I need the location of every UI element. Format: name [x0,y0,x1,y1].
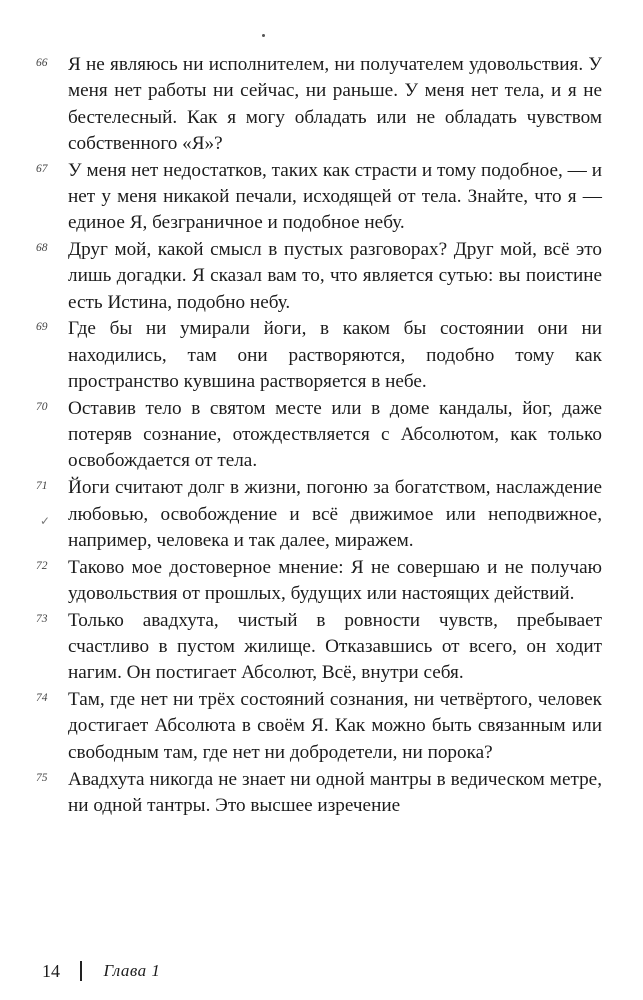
verse-number: 71 [36,480,48,493]
margin-pencil-mark: ✓ [40,514,51,528]
verse-67 [36,158,602,237]
verse-number: 69 [36,321,48,334]
verse-68 [36,237,602,316]
verse-text: Йоги считают долг в жизни, погоню за богатством, наслаждение любовью, освобождение и всё движимое или неподвижное, например, человека и так далее, миражем. [68,477,602,551]
verse-number: 70 [36,400,48,413]
verse-number: 73 [36,612,48,625]
verse-number: 74 [36,692,48,705]
verse-number: 72 [36,559,48,572]
verse-74 [36,687,602,766]
verse-text: Только авадхута, чистый в ровности чувств, пребывает счастливо в пустом жилище. Отказавшись от всего, он ходит нагим. Он постигает Абсолют, Всё, внутри себя. [68,609,602,684]
page-footer [42,958,160,984]
verse-text: Оставив тело в святом месте или в доме кандалы, йог, даже потеряв сознание, отождествляется с Абсолютом, как только освобождается от тела. [68,397,602,472]
verse-66 [36,52,602,157]
verse-75 [36,767,602,820]
verse-list [36,52,602,820]
verse-72 [36,555,602,608]
footer-divider [80,961,82,981]
verse-text: Авадхута никогда не знает ни одной мантры в ведическом метре, ни одной тантры. Это высшее изречение [68,768,602,816]
page-number: 14 [42,960,60,981]
verse-text: Там, где нет ни трёх состояний сознания, ни четвёртого, человек достигает Абсолюта в своём Я. Как можно быть связанным или свободным там, где нет ни добродетели, ни порока? [68,689,602,763]
verse-number: 68 [36,242,48,255]
verse-number: 66 [36,57,48,69]
print-speck [262,34,265,37]
verse-text: Где бы ни умирали йоги, в каком бы состоянии они ни находились, там они растворяются, подобно тому как пространство кувшина растворяется в небе. [68,318,602,393]
verse-number: 75 [36,771,48,784]
verse-70 [36,396,602,475]
verse-69 [36,316,602,395]
verse-text: Таково мое достоверное мнение: Я не совершаю и не получаю удовольствия от прошлых, будущих или настоящих действий. [68,556,602,604]
verse-text: Друг мой, какой смысл в пустых разговорах? Друг мой, всё это лишь догадки. Я сказал вам то, что является сутью: вы поистине есть Истина, подобно небу. [68,239,602,313]
verse-71 [36,475,602,554]
verse-number: 67 [36,162,48,175]
verse-text: У меня нет недостатков, таких как страсти и тому подобное, — и нет у меня никакой печали, исходящей от тела. Знайте, что я — единое Я, безграничное и подобное небу. [68,159,602,234]
verse-text: Я не являюсь ни исполнителем, ни получателем удовольствия. У меня нет работы ни сейчас, ни раньше. У меня нет тела, и я не бестелесный. Как я могу обладать или не обладать чувством собственного «Я»? [68,54,602,154]
chapter-label: Глава 1 [103,961,161,980]
verse-73 [36,608,602,687]
